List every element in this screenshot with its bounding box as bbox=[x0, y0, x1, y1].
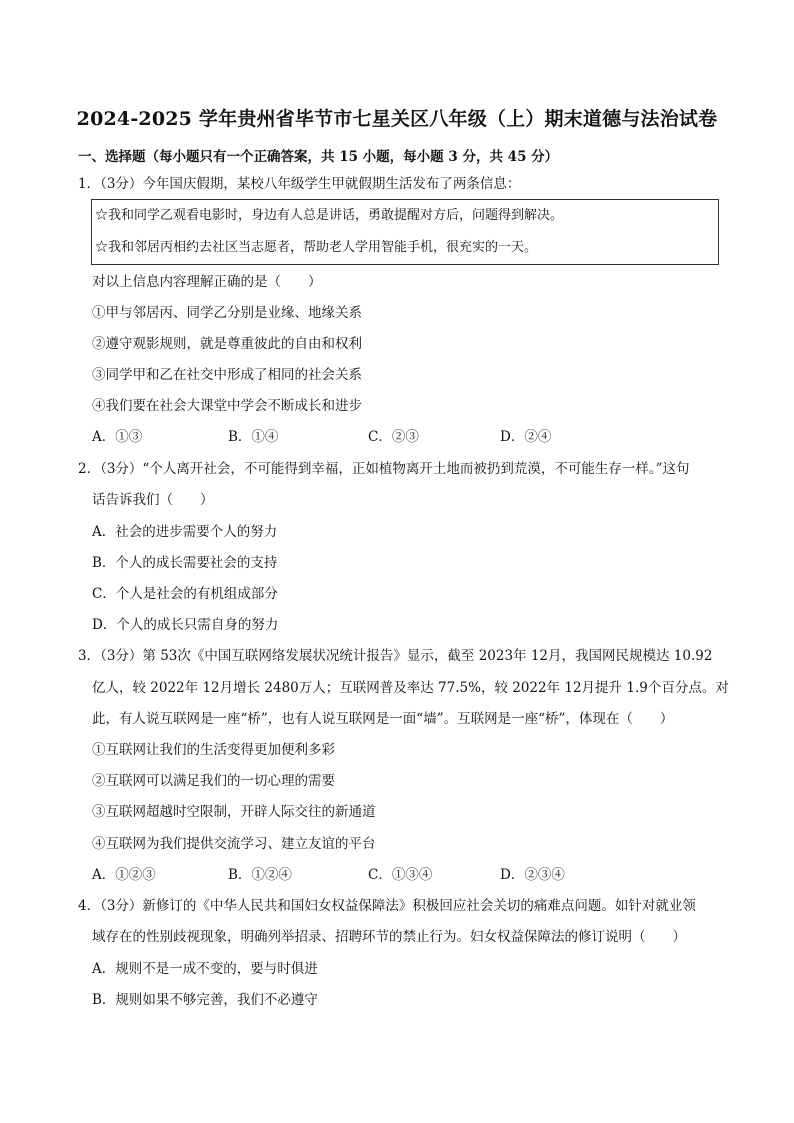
q3-stem-line-3: 此，有人说互联网是一座“桥”，也有人说互联网是一面“墙”。互联网是一座“桥”，体现在（ ） bbox=[92, 711, 674, 727]
q3-option-b: B．①②④ bbox=[228, 867, 292, 883]
q1-option-d: D．②④ bbox=[500, 429, 552, 445]
q3-item-3: ③互联网超越时空限制，开辟人际交往的新通道 bbox=[92, 804, 376, 820]
q3-stem-line-2: 亿人，较 2022年 12月增长 2480万人；互联网普及率达 77.5%，较 2022年 12月提升 1.9个百分点。对 bbox=[92, 680, 729, 696]
q4-stem-line-1: 4．（3分）新修订的《中华人民共和国妇女权益保障法》积极回应社会关切的痛难点问题。如针对就业领 bbox=[78, 898, 696, 914]
q1-info-2: ☆我和邻居丙相约去社区当志愿者，帮助老人学用智能手机，很充实的一天。 bbox=[95, 240, 538, 255]
q4-option-a: A．规则不是一成不变的，要与时俱进 bbox=[92, 961, 318, 977]
q1-options bbox=[92, 428, 692, 446]
q2-option-d: D．个人的成长只需自身的努力 bbox=[92, 617, 279, 633]
q3-options bbox=[92, 866, 692, 884]
q2-option-a: A．社会的进步需要个人的努力 bbox=[92, 524, 278, 540]
q1-option-a: A．①③ bbox=[92, 429, 143, 445]
q3-option-c: C．①③④ bbox=[368, 867, 433, 883]
q3-stem-line-1: 3．（3分）第 53次《中国互联网络发展状况统计报告》显示，截至 2023年 12月，我国网民规模达 10.92 bbox=[78, 648, 713, 664]
q1-option-b: B．①④ bbox=[228, 429, 279, 445]
q2-stem-line-1: 2．（3分）“个人离开社会，不可能得到幸福，正如植物离开土地而被扔到荒漠，不可能生存一样。”这句 bbox=[78, 461, 690, 477]
q4-option-b: B．规则如果不够完善，我们不必遵守 bbox=[92, 992, 318, 1008]
q2-option-c: C．个人是社会的有机组成部分 bbox=[92, 586, 278, 602]
q1-item-1: ①甲与邻居丙、同学乙分别是业缘、地缘关系 bbox=[92, 305, 362, 321]
q1-stem: 1．（3分）今年国庆假期，某校八年级学生甲就假期生活发布了两条信息： bbox=[78, 176, 521, 192]
q2-stem-line-2: 话告诉我们（ ） bbox=[92, 492, 214, 508]
q1-info-1: ☆我和同学乙观看电影时，身边有人总是讲话，勇敢提醒对方后，问题得到解决。 bbox=[95, 208, 564, 223]
q3-item-2: ②互联网可以满足我们的一切心理的需要 bbox=[92, 773, 335, 789]
q3-item-1: ①互联网让我们的生活变得更加便利多彩 bbox=[92, 742, 335, 758]
q1-question: 对以上信息内容理解正确的是（ ） bbox=[92, 274, 322, 290]
q2-option-b: B．个人的成长需要社会的支持 bbox=[92, 555, 278, 571]
section-heading: 一、选择题（每小题只有一个正确答案，共 15 小题，每小题 3 分，共 45 分） bbox=[78, 149, 559, 165]
q3-option-a: A．①②③ bbox=[92, 867, 156, 883]
exam-title: 2024-2025 学年贵州省毕节市七星关区八年级（上）期末道德与法治试卷 bbox=[76, 108, 718, 130]
q1-item-2: ②遵守观影规则，就是尊重彼此的自由和权利 bbox=[92, 336, 362, 352]
q1-option-c: C．②③ bbox=[368, 429, 419, 445]
q4-stem-line-2: 域存在的性别歧视现象，明确列举招录、招聘环节的禁止行为。妇女权益保障法的修订说明（ ） bbox=[92, 929, 686, 945]
q1-item-4: ④我们要在社会大课堂中学会不断成长和进步 bbox=[92, 398, 362, 414]
q3-item-4: ④互联网为我们提供交流学习、建立友谊的平台 bbox=[92, 836, 376, 852]
q1-info-box bbox=[91, 199, 719, 265]
q3-option-d: D．②③④ bbox=[500, 867, 565, 883]
q1-item-3: ③同学甲和乙在社交中形成了相同的社会关系 bbox=[92, 367, 362, 383]
